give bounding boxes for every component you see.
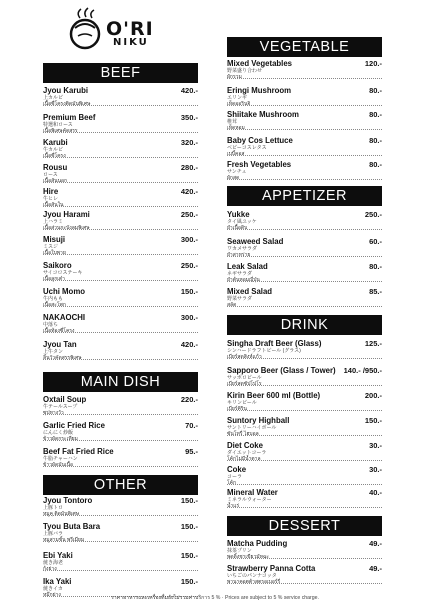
item-japanese-name: 牛テールスープ [43, 404, 78, 410]
item-price: 150.- [180, 551, 198, 560]
item-price: 80.- [369, 136, 382, 145]
item-thai-name: หมูสามชั้น พรีเมียม [43, 537, 85, 543]
item-thai-name: สลัด [227, 302, 237, 308]
menu-item-premium-beef [43, 113, 198, 134]
item-thai-name: เนื้อลูกเต๋า [43, 276, 65, 282]
item-divider [43, 206, 198, 207]
item-japanese-name: 上カルビ [43, 95, 64, 101]
item-divider [227, 105, 382, 106]
menu-item-shiitake-mushroom [227, 110, 382, 131]
item-japanese-name: 野菜サラダ [227, 296, 252, 302]
item-thai-name: ยำต้นหอมญี่ปุ่น [227, 277, 260, 283]
item-price: 80.- [369, 160, 382, 169]
item-thai-name: เนื้อซี่โครง [43, 153, 66, 159]
menu-item-eringi-mushroom [227, 86, 382, 107]
item-thai-name: เนื้อท้องซี่โครง [43, 328, 75, 334]
item-divider [227, 78, 382, 79]
item-thai-name: โค้ก [227, 480, 237, 486]
item-thai-name: หมึกย่าง [43, 592, 61, 598]
item-divider [43, 132, 198, 133]
menu-item-jyou-tan [43, 340, 198, 361]
item-divider [43, 229, 198, 230]
section-header-drink: DRINK [227, 315, 382, 335]
item-name: Sapporo Beer (Glass / Tower) [227, 366, 336, 375]
item-name: Matcha Pudding [227, 539, 288, 548]
logo [66, 6, 154, 50]
item-price: 250.- [180, 210, 198, 219]
item-price: 420.- [180, 86, 198, 95]
item-price: 150.- [180, 522, 198, 531]
item-price: 150.- [180, 287, 198, 296]
item-name: Diet Coke [227, 441, 263, 450]
section-header-beef: BEEF [43, 63, 198, 83]
item-thai-name: ผักรวม [227, 74, 242, 80]
menu-item-matcha-pudding [227, 539, 382, 560]
item-divider [227, 385, 382, 386]
item-japanese-name: シンハードラフトビール (グラス) [227, 348, 301, 354]
item-name: Beef Fat Fried Rice [43, 447, 114, 456]
item-price: 140.- /950.- [343, 366, 382, 375]
item-japanese-name: ネギサラダ [227, 271, 252, 277]
menu-item-nakaochi [43, 313, 198, 334]
menu-item-jyou-tontoro [43, 496, 198, 517]
menu-item-sapporo-beer-glass-tower [227, 366, 382, 387]
item-divider [43, 570, 198, 571]
item-japanese-name: キリンビール [227, 400, 257, 406]
item-price: 320.- [180, 138, 198, 147]
item-price: 60.- [369, 237, 382, 246]
item-price: 350.- [180, 113, 198, 122]
item-thai-name: กุ้งย่าง [43, 566, 57, 572]
menu-item-strawberry-panna-cotta [227, 564, 382, 585]
menu-item-saikoro [43, 261, 198, 282]
section-header-other: OTHER [43, 475, 198, 495]
item-divider [43, 157, 198, 158]
item-japanese-name: 焼きイカ [43, 586, 63, 592]
menu-item-tyou-buta-bara [43, 522, 198, 543]
item-japanese-name: 牛カルビ [43, 147, 64, 153]
logo-wordmark: O'RI [106, 18, 154, 40]
item-price: 80.- [369, 86, 382, 95]
menu-item-yukke [227, 210, 382, 231]
item-japanese-name: タイ風ユッケ [227, 219, 257, 225]
item-name: Misuji [43, 235, 66, 244]
item-divider [227, 256, 382, 257]
menu-item-uchi-momo [43, 287, 198, 308]
section-header-main-dish: MAIN DISH [43, 372, 198, 392]
item-divider [227, 558, 382, 559]
item-japanese-name: サントリーハイボール [227, 425, 277, 431]
item-divider [43, 105, 198, 106]
item-thai-name: น้ำแร่ [227, 503, 240, 509]
menu-item-mixed-salad [227, 287, 382, 308]
item-divider [227, 410, 382, 411]
menu-item-mineral-water [227, 488, 382, 509]
item-divider [43, 440, 198, 441]
item-thai-name: เนื้อสันนอก [43, 178, 68, 184]
item-price: 30.- [369, 441, 382, 450]
item-thai-name: ซุปหางวัว [43, 410, 64, 416]
item-divider [227, 179, 382, 180]
item-price: 220.- [180, 395, 198, 404]
item-price: 49.- [369, 564, 382, 573]
menu-item-hire [43, 187, 198, 208]
item-japanese-name: ミスジ [43, 244, 59, 250]
section-header-appetizer: APPETIZER [227, 186, 382, 206]
item-thai-name: เนื้อสะโพก [43, 302, 66, 308]
item-japanese-name: コーラ [227, 474, 243, 480]
item-name: Oxtail Soup [43, 395, 87, 404]
service-charge-note: ราคาอาหารและเครื่องดื่มยังไม่รวมค่าบริการ 5 % · Prices are subject to 5 % service charge. [110, 595, 319, 601]
item-japanese-name: 上牛タン [43, 349, 64, 355]
menu-item-beef-fat-fried-rice [43, 447, 198, 468]
item-name: Leak Salad [227, 262, 268, 271]
menu-item-garlic-fried-rice [43, 421, 198, 442]
item-price: 150.- [180, 496, 198, 505]
item-price: 70.- [185, 421, 198, 430]
item-name: Premium Beef [43, 113, 96, 122]
item-name: Rousu [43, 163, 68, 172]
item-price: 280.- [180, 163, 198, 172]
item-divider [43, 541, 198, 542]
item-thai-name: เบียร์สดซัปโปโร [227, 381, 262, 387]
section-header-vegetable: VEGETABLE [227, 37, 382, 57]
item-name: Hire [43, 187, 59, 196]
item-divider [227, 460, 382, 461]
menu-item-jyou-harami [43, 210, 198, 231]
menu-item-leak-salad [227, 262, 382, 283]
item-thai-name: เนื้อพิเศษคัดสรร [43, 128, 78, 134]
item-thai-name: เนื้อสันใน [43, 202, 64, 208]
item-divider [43, 280, 198, 281]
item-name: Suntory Highball [227, 416, 290, 425]
item-divider [227, 229, 382, 230]
item-japanese-name: サンチュ [227, 169, 247, 175]
item-name: Strawberry Panna Cotta [227, 564, 316, 573]
item-japanese-name: 牛脂チャーハン [43, 456, 78, 462]
item-price: 30.- [369, 465, 382, 474]
item-divider [43, 182, 198, 183]
item-thai-name: ข้าวผัดมันเนื้อ [43, 462, 74, 468]
item-name: Coke [227, 465, 247, 474]
item-japanese-name: 上豚トロ [43, 505, 64, 511]
item-name: Garlic Fried Rice [43, 421, 105, 430]
item-japanese-name: 焼き海老 [43, 560, 64, 566]
item-thai-name: เห็ดหอม [227, 125, 245, 131]
item-thai-name: เบียร์คิริน [227, 406, 247, 412]
item-thai-name: เห็ดออรินจิ [227, 101, 251, 107]
item-japanese-name: ロース [43, 172, 58, 178]
menu-item-seaweed-salad [227, 237, 382, 258]
item-name: Ebi Yaki [43, 551, 73, 560]
item-name: Eringi Mushroom [227, 86, 292, 95]
item-price: 125.- [364, 339, 382, 348]
item-japanese-name: 中落ち [43, 322, 59, 328]
item-name: Tyou Buta Bara [43, 522, 101, 531]
item-japanese-name: サイコロステーキ [43, 270, 83, 276]
item-divider [227, 484, 382, 485]
item-japanese-name: エリンギ [227, 95, 248, 101]
menu-item-oxtail-soup [43, 395, 198, 416]
menu-item-ebi-yaki [43, 551, 198, 572]
item-price: 40.- [369, 488, 382, 497]
menu-item-diet-coke [227, 441, 382, 462]
item-price: 200.- [364, 391, 382, 400]
item-name: Jyou Karubi [43, 86, 89, 95]
menu-item-jyou-karubi [43, 86, 198, 107]
menu-item-karubi [43, 138, 198, 159]
menu-item-coke [227, 465, 382, 486]
item-divider [43, 414, 198, 415]
item-divider [43, 515, 198, 516]
item-japanese-name: ワカメサラダ [227, 246, 257, 252]
item-name: Seaweed Salad [227, 237, 284, 246]
item-japanese-name: 牛ヒレ [43, 196, 59, 202]
menu-item-suntory-highball [227, 416, 382, 437]
item-name: Jyou Harami [43, 210, 90, 219]
item-thai-name: หมูคุ ติดมันพิเศษ [43, 511, 80, 517]
item-thai-name: ซันโทรี่ ไฮบอล [227, 431, 259, 437]
item-japanese-name: ベビーコスレタス [227, 145, 267, 151]
section-header-dessert: DESSERT [227, 516, 382, 536]
item-name: Jyou Tontoro [43, 496, 93, 505]
item-name: NAKAOCHI [43, 313, 86, 322]
item-japanese-name: 椎茸 [227, 119, 238, 125]
item-japanese-name: 特選和ロース [43, 122, 73, 128]
item-divider [43, 306, 198, 307]
item-price: 420.- [180, 340, 198, 349]
item-price: 150.- [180, 577, 198, 586]
item-price: 300.- [180, 235, 198, 244]
menu-item-misuji [43, 235, 198, 256]
item-japanese-name: にんにく炒飯 [43, 430, 74, 436]
item-price: 420.- [180, 187, 198, 196]
item-divider [43, 466, 198, 467]
item-price: 120.- [364, 59, 382, 68]
item-price: 80.- [369, 110, 382, 119]
item-name: Fresh Vegetables [227, 160, 292, 169]
item-price: 300.- [180, 313, 198, 322]
item-japanese-name: ミネラルウォーター [227, 497, 272, 503]
item-japanese-name: サッポロビール [227, 375, 262, 381]
item-name: Mixed Salad [227, 287, 273, 296]
item-name: Kirin Beer 600 ml (Bottle) [227, 391, 321, 400]
item-divider [43, 332, 198, 333]
item-thai-name: เบียร์สดสิงห์แก้ว [227, 354, 262, 360]
item-name: Mineral Water [227, 488, 278, 497]
item-name: Singha Draft Beer (Glass) [227, 339, 322, 348]
item-name: Karubi [43, 138, 68, 147]
item-thai-name: ผักสด [227, 175, 240, 181]
item-thai-name: โค้กไม่มีน้ำตาล [227, 456, 261, 462]
item-price: 250.- [180, 261, 198, 270]
item-divider [227, 583, 382, 584]
item-japanese-name: いちごのパンナコッタ [227, 573, 277, 579]
item-price: 250.- [364, 210, 382, 219]
item-divider [227, 507, 382, 508]
item-divider [227, 129, 382, 130]
menu-item-singha-draft-beer-glass [227, 339, 382, 360]
item-thai-name: ข้าวผัดกระเทียม [43, 436, 78, 442]
menu-item-kirin-beer-600-ml-bottle [227, 391, 382, 412]
item-japanese-name: ダイエットコーラ [227, 450, 267, 456]
item-thai-name: เนื้อส่วนกะบังลมพิเศษ [43, 225, 90, 231]
item-divider [227, 155, 382, 156]
item-divider [227, 358, 382, 359]
item-divider [227, 306, 382, 307]
menu-item-fresh-vegetables [227, 160, 382, 181]
item-name: Uchi Momo [43, 287, 86, 296]
item-name: Baby Cos Lettuce [227, 136, 293, 145]
item-divider [227, 435, 382, 436]
menu-item-mixed-vegetables [227, 59, 382, 80]
item-thai-name: เนื้อใบพาย [43, 250, 66, 256]
item-price: 49.- [369, 539, 382, 548]
item-japanese-name: 上ハラミ [43, 219, 64, 225]
item-divider [43, 254, 198, 255]
item-japanese-name: 抹茶プリン [227, 548, 252, 554]
item-price: 95.- [185, 447, 198, 456]
menu-item-rousu [43, 163, 198, 184]
item-divider [227, 281, 382, 282]
item-japanese-name: 野菜盛り合わせ [227, 68, 263, 74]
item-price: 85.- [369, 287, 382, 296]
item-divider [43, 359, 198, 360]
item-japanese-name: 牛内もも [43, 296, 64, 302]
item-thai-name: เบบี้คอส [227, 151, 245, 157]
item-name: Yukke [227, 210, 250, 219]
item-thai-name: เนื้อซี่โครงติดมันพิเศษ [43, 101, 91, 107]
menu-item-baby-cos-lettuce [227, 136, 382, 157]
item-thai-name: พานาคอตต้าสตรอเบอร์รี่ [227, 579, 281, 585]
item-price: 80.- [369, 262, 382, 271]
logo-subtitle: NIKU [113, 37, 149, 48]
item-price: 150.- [364, 416, 382, 425]
item-thai-name: ยำสาหร่าย [227, 252, 251, 258]
item-name: Shiitake Mushroom [227, 110, 299, 119]
item-name: Mixed Vegetables [227, 59, 293, 68]
item-name: Saikoro [43, 261, 72, 270]
item-japanese-name: 上豚バラ [43, 531, 64, 537]
item-thai-name: ลิ้นวัวคัดสรรพิเศษ [43, 355, 82, 361]
item-thai-name: พุดดิ้งชาเขียวมัทฉะ [227, 554, 269, 560]
item-name: Jyou Tan [43, 340, 77, 349]
item-name: Ika Yaki [43, 577, 72, 586]
item-thai-name: ยำเนื้อดิบ [227, 225, 248, 231]
